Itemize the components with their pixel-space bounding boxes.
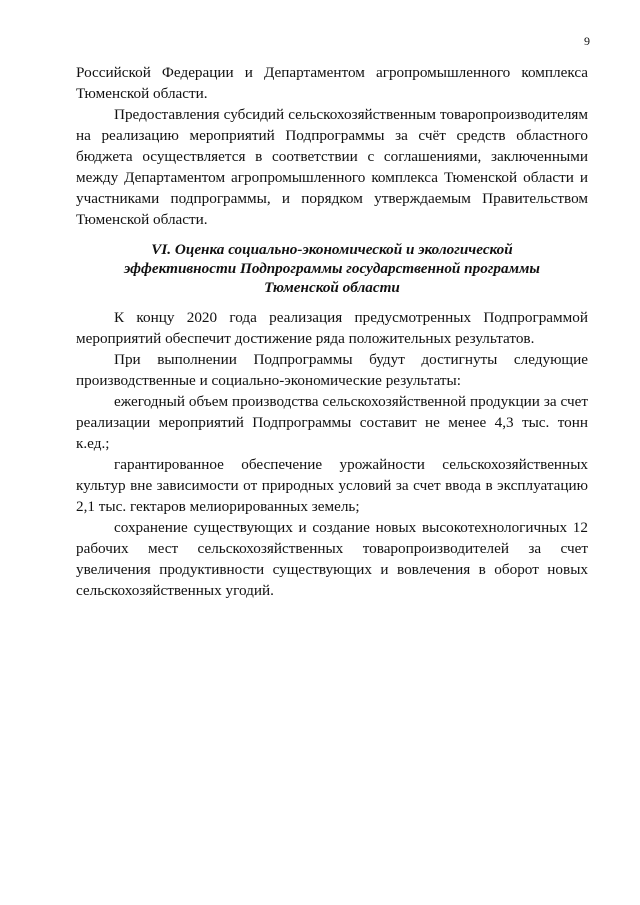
section-heading-line-3: Тюменской области: [264, 279, 400, 296]
paragraph-continuation: Российской Федерации и Департаментом агропромышленного комплекса Тюменской области.: [76, 64, 588, 102]
paragraph-expected-results: При выполнении Подпрограммы будут достигнуты следующие производственные и социально-экономические результаты:: [76, 351, 588, 389]
section-heading: [76, 240, 588, 297]
paragraph-production-volume: ежегодный объем производства сельскохозяйственной продукции за счет реализации мероприятий Подпрограммы составит не менее 4,3 тыс. тонн к.ед.;: [76, 393, 588, 452]
section-heading-line-2: эффективности Подпрограммы государственной программы: [124, 260, 540, 277]
paragraph-jobs: сохранение существующих и создание новых высокотехнологичных 12 рабочих мест сельскохозяйственных товаропроизводителей за счет увеличения продуктивности существующих и вовлечения в оборот новых сельскохозяйственных угодий.: [76, 519, 588, 599]
document-body: [76, 62, 588, 601]
paragraph-crop-yield: гарантированное обеспечение урожайности сельскохозяйственных культур вне зависимости от природных условий за счет ввода в эксплуатацию 2,1 тыс. гектаров мелиорированных земель;: [76, 456, 588, 515]
page-number: 9: [584, 34, 590, 48]
paragraph-subsidies: Предоставления субсидий сельскохозяйственным товаропроизводителям на реализацию мероприятий Подпрограммы за счёт средств областного бюджета осуществляется в соответствии с соглашениями, заключенными между Департаментом агропромышленного комплекса Тюменской области и участниками подпрограммы, и порядком утверждаемым Правительством Тюменской области.: [76, 106, 588, 228]
paragraph-results-2020: К концу 2020 года реализация предусмотренных Подпрограммой мероприятий обеспечит достижение ряда положительных результатов.: [76, 309, 588, 347]
section-heading-line-1: VI. Оценка социально-экономической и экологической: [151, 241, 513, 258]
